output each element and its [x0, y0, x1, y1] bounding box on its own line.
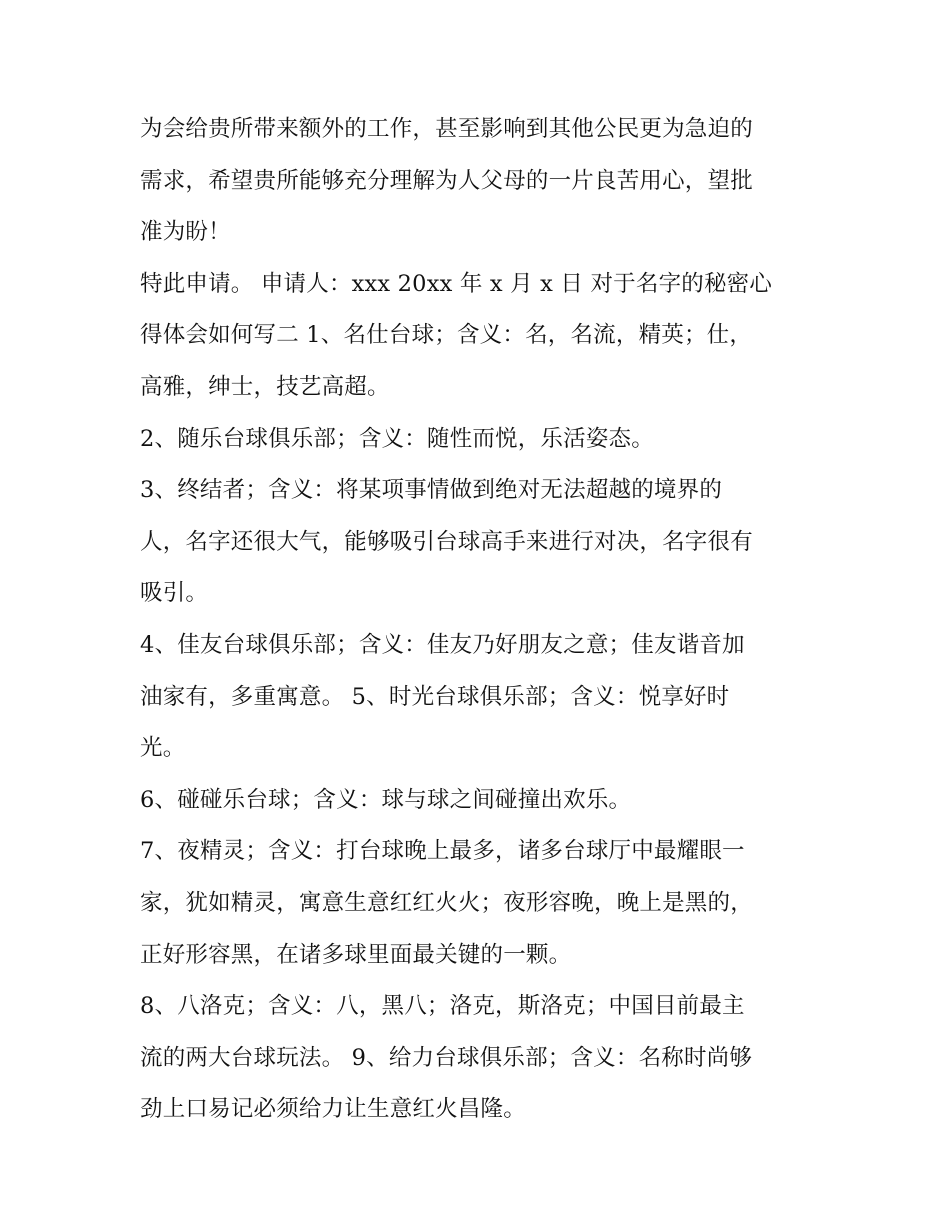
text-line: 6、碰碰乐台球；含义：球与球之间碰撞出欢乐。: [140, 786, 632, 813]
text-line: 光。: [140, 735, 186, 762]
text-line: 油家有，多重寓意。 5、时光台球俱乐部；含义：悦享好时: [140, 683, 730, 710]
text-line: 特此申请。 申请人：xxx 20xx 年 x 月 x 日 对于名字的秘密心: [140, 270, 773, 297]
text-line: 流的两大台球玩法。 9、给力台球俱乐部；含义：名称时尚够: [140, 1044, 753, 1071]
text-line: 高雅，绅士，技艺高超。: [140, 373, 390, 400]
document-body: [140, 104, 830, 1136]
text-line: 家，犹如精灵，寓意生意红红火火；夜形容晚，晚上是黑的，: [140, 889, 753, 916]
text-line: 准为盼！: [140, 219, 231, 246]
text-line: 8、八洛克；含义：八，黑八；洛克，斯洛克；中国目前最主: [140, 993, 745, 1020]
text-line: 为会给贵所带来额外的工作，甚至影响到其他公民更为急迫的: [140, 116, 753, 142]
text-line: 正好形容黑，在诸多球里面最关键的一颗。: [140, 941, 572, 968]
text-line: 需求，希望贵所能够充分理解为人父母的一片良苦用心，望批: [140, 167, 753, 194]
text-line: 劲上口易记必须给力让生意红火昌隆。: [140, 1096, 526, 1123]
text-line: 3、终结者；含义：将某项事情做到绝对无法超越的境界的: [140, 477, 723, 504]
text-line: 吸引。: [140, 580, 209, 607]
text-line: 4、佳友台球俱乐部；含义：佳友乃好朋友之意；佳友谐音加: [140, 631, 745, 658]
text-line: 2、随乐台球俱乐部；含义：随性而悦，乐活姿态。: [140, 425, 654, 452]
text-line: 得体会如何写二 1、名仕台球；含义：名，名流，精英；仕，: [140, 322, 753, 349]
text-line: 人，名字还很大气，能够吸引台球高手来进行对决，名字很有: [140, 528, 753, 555]
text-line: 7、夜精灵；含义：打台球晚上最多，诸多台球厅中最耀眼一: [140, 838, 745, 865]
